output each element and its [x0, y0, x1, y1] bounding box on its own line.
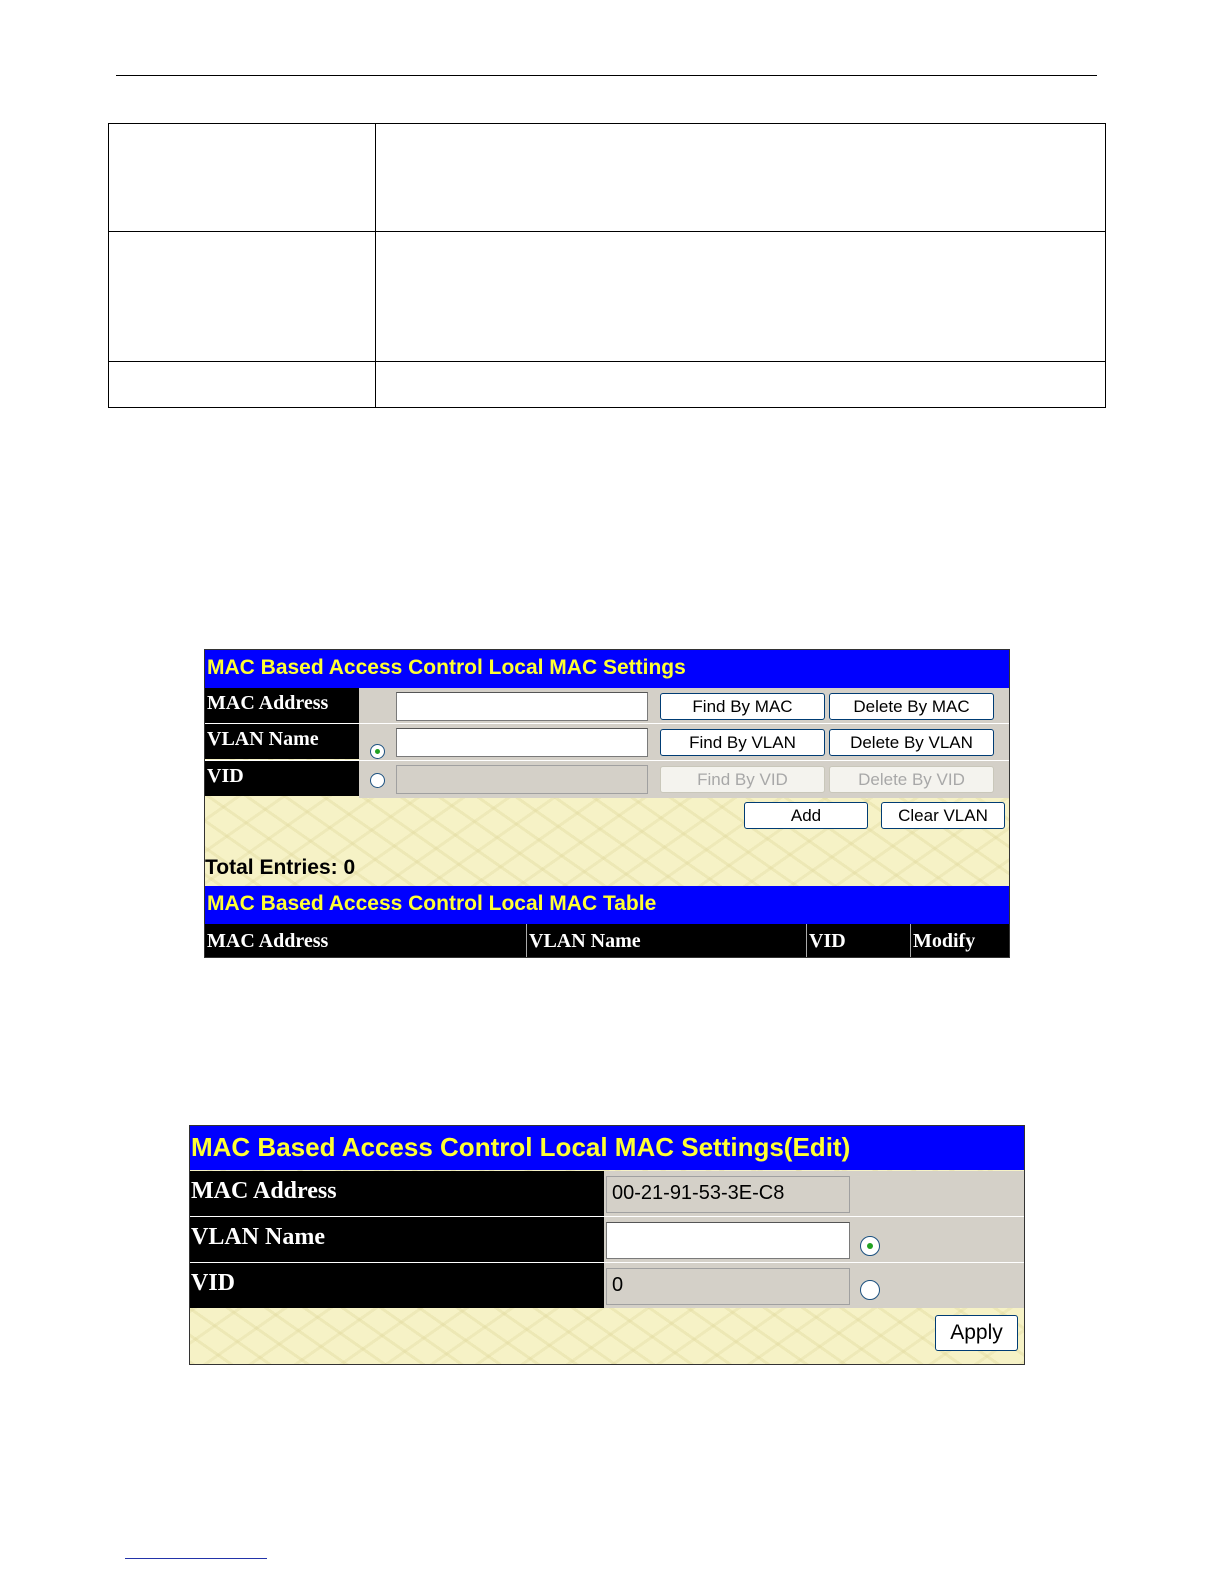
table-row	[109, 362, 1106, 408]
table-row	[109, 232, 1106, 362]
header-rule	[116, 75, 1097, 76]
column-header-modify: Modify	[911, 924, 1010, 958]
radio-selected-dot	[375, 749, 380, 754]
vid-input[interactable]	[396, 765, 648, 794]
edit-vlan-name-input[interactable]	[606, 1222, 850, 1259]
vlan-name-radio[interactable]	[370, 744, 385, 759]
delete-by-mac-button[interactable]: Delete By MAC	[829, 693, 994, 720]
column-header-mac-address: MAC Address	[205, 924, 527, 958]
radio-selected-dot	[867, 1243, 873, 1249]
total-entries: Total Entries: 0	[205, 856, 356, 879]
mac-address-label: MAC Address	[205, 688, 359, 723]
edit-mac-address-label: MAC Address	[190, 1171, 604, 1216]
mac-address-input[interactable]	[396, 692, 648, 721]
local-mac-edit-panel	[189, 1125, 1025, 1365]
vlan-name-input[interactable]	[396, 728, 648, 757]
column-header-vid: VID	[807, 924, 911, 958]
local-mac-settings-panel	[204, 649, 1010, 958]
edit-vlan-name-radio[interactable]	[860, 1236, 880, 1256]
table-row	[109, 124, 1106, 232]
clear-vlan-button[interactable]: Clear VLAN	[881, 802, 1005, 829]
vlan-name-label: VLAN Name	[205, 724, 359, 759]
find-by-vid-button[interactable]: Find By VID	[660, 766, 825, 793]
vid-label: VID	[205, 761, 359, 796]
delete-by-vlan-button[interactable]: Delete By VLAN	[829, 729, 994, 756]
edit-mac-address-value: 00-21-91-53-3E-C8	[606, 1176, 850, 1213]
edit-vlan-name-label: VLAN Name	[190, 1217, 604, 1262]
edit-vid-input[interactable]: 0	[606, 1268, 850, 1305]
local-mac-edit-title: MAC Based Access Control Local MAC Settings(Edit)	[190, 1126, 1024, 1170]
vid-radio[interactable]	[370, 773, 385, 788]
delete-by-vid-button[interactable]: Delete By VID	[829, 766, 994, 793]
find-by-mac-button[interactable]: Find By MAC	[660, 693, 825, 720]
apply-button[interactable]: Apply	[935, 1315, 1018, 1351]
local-mac-settings-title: MAC Based Access Control Local MAC Settings	[205, 650, 1009, 688]
footer-link-rule	[125, 1558, 267, 1559]
column-header-vlan-name: VLAN Name	[527, 924, 807, 958]
find-by-vlan-button[interactable]: Find By VLAN	[660, 729, 825, 756]
edit-vid-label: VID	[190, 1263, 604, 1308]
local-mac-table-title: MAC Based Access Control Local MAC Table	[205, 886, 1009, 924]
edit-vid-radio[interactable]	[860, 1280, 880, 1300]
add-button[interactable]: Add	[744, 802, 868, 829]
description-table	[108, 123, 1106, 408]
